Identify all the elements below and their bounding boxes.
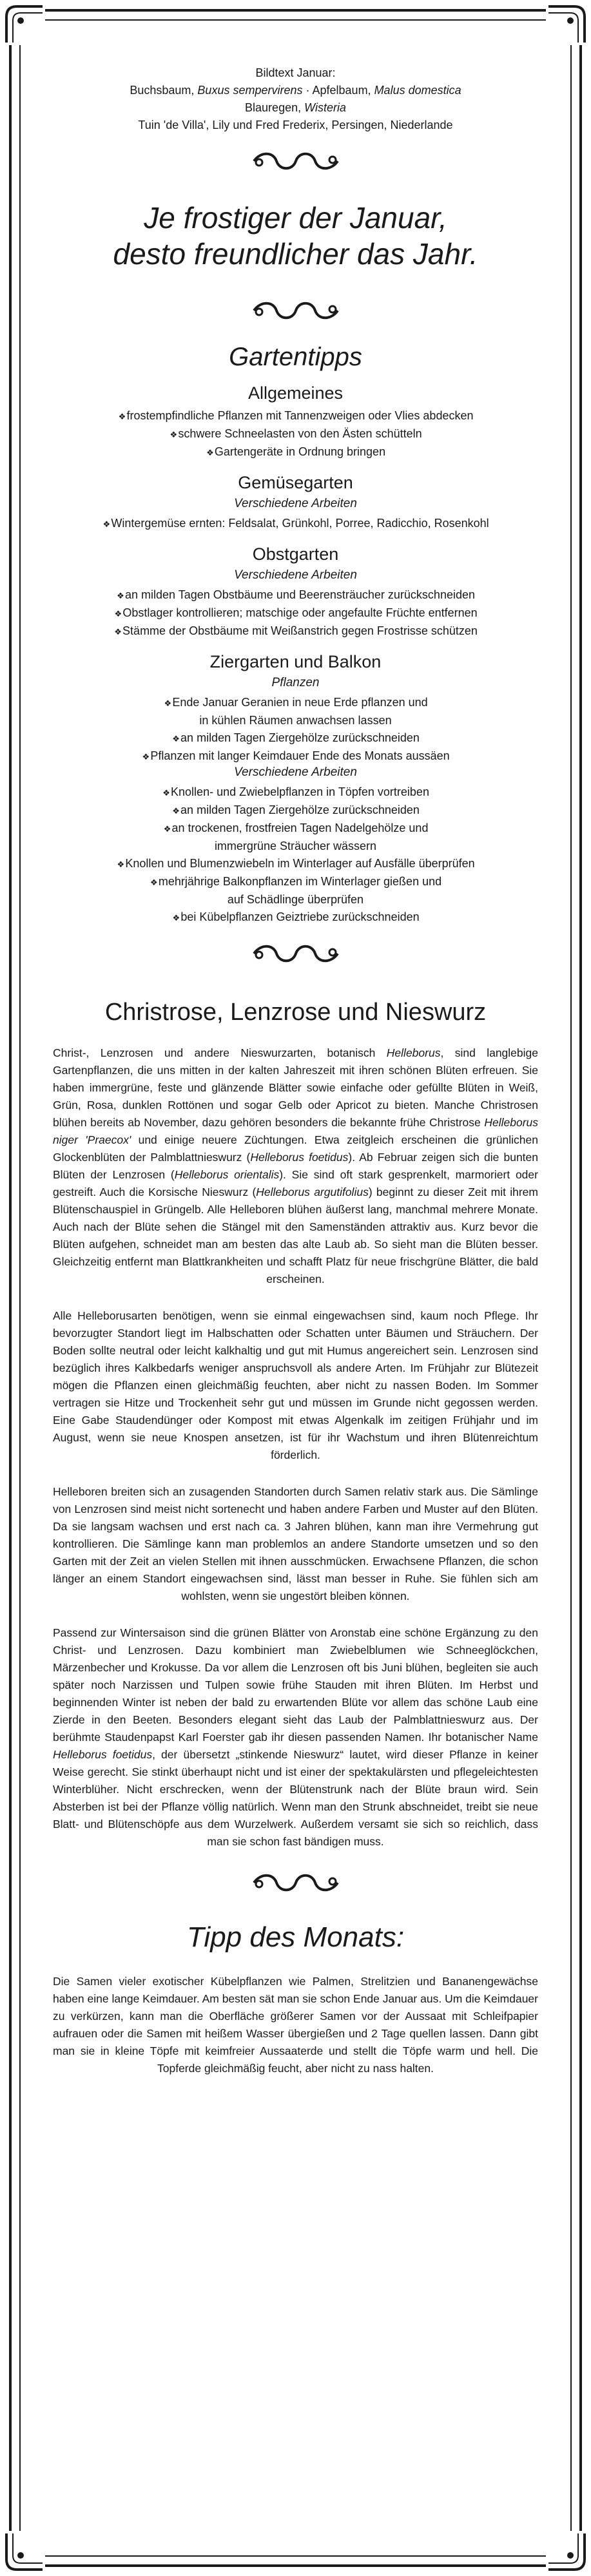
corner-ornament-top-left — [4, 4, 45, 45]
bullet-icon: ❖ — [117, 591, 124, 601]
bullet-icon: ❖ — [163, 824, 171, 834]
bullet-icon: ❖ — [206, 448, 214, 457]
bullet-icon: ❖ — [164, 698, 172, 708]
scroll-ornament-1 — [53, 148, 538, 174]
bullet-icon: ❖ — [117, 860, 125, 869]
bullet-icon: ❖ — [118, 412, 126, 421]
tip-item: ❖an trockenen, frostfreien Tagen Nadelgehölze und immergrüne Sträucher wässern — [163, 822, 429, 852]
bullet-icon: ❖ — [114, 627, 122, 637]
bullet-icon: ❖ — [142, 752, 150, 762]
tip-item: ❖Knollen und Blumenzwiebeln im Winterlager auf Ausfälle überprüfen — [53, 855, 538, 873]
christrose-paragraph-4: Passend zur Wintersaison sind die grünen Blätter von Aronstab eine schöne Ergänzung zu den Christ- und Lenzrosen. Dazu kombiniert man Zwiebelblumen wie Schneeglöckchen, Märzenbecher und Krokusse. Da vor allem die Lenzrosen oft bis Juni blühen, begleiten sie auch später noch Narzissen und Tulpen sowie frühe Stauden mit ihren Blüten. Im Herbst und beginnenden Winter ist neben der bald zu erwartenden Blüte vor allem das schöne Laub eine Zierde in den Beeten. Besonders elegant sieht das Laub der Palmblattnieswurz aus. Der berühmte Staudenpapst Karl Foerster gab ihr diesen passenden Namen. Ihr botanischer Name Helleborus foetidus, der übersetzt „stinkende Nieswurz“ lautet, wird dieser Pflanze in keiner Weise gerecht. Sie stinkt überhaupt nicht und ist einer der spektakulärsten und pflegeleichtesten Winterblüher. Nicht erschrecken, wenn der Blütenstrunk nach der Blüte braun wird. Sein Absterben ist bei der Pflanze völlig natürlich. Wenn man den Strunk abschneidet, treibt sie neue Blatt- und Blütenschöpfe aus dem Wurzelwerk. Außerdem versamt sie sich so reichlich, dass man sie schon fast bändigen muss. — [53, 1626, 538, 1848]
corner-ornament-bottom-right — [546, 2531, 587, 2572]
section-subtitle: Verschiedene Arbeiten — [234, 497, 357, 510]
bullet-icon: ❖ — [172, 806, 180, 816]
tip-item: ❖Obstlager kontrollieren; matschige oder angefaulte Früchte entfernen — [53, 604, 538, 622]
tipp-paragraph: Die Samen vieler exotischer Kübelpflanzen wie Palmen, Strelitzien und Bananengewächse haben eine lange Keimdauer. Am besten sät man sie schon Ende Januar aus. Um die Keimdauer zu verkürzen, kann man die Oberfläche größerer Samen vor der Aussaat mit Schleifpapier aufrauen oder die Samen mit heißem Wasser übergießen und 2 Tage quellen lassen. Dann gibt man sie in kleine Töpfe mit keimfreier Aussaaterde und stellt die Töpfe warm und hell. Die Topferde gleichmäßig feucht, aber nicht zu nass halten. — [53, 1975, 538, 2075]
tip-item: ❖Stämme der Obstbäume mit Weißanstrich gegen Frostrisse schützen — [53, 622, 538, 640]
section-subtitle: Pflanzen — [271, 676, 320, 689]
section-gemuesegarten — [53, 473, 538, 533]
corner-ornament-top-right — [546, 4, 587, 45]
corner-ornament-bottom-left — [4, 2531, 45, 2572]
section-title: Ziergarten und Balkon — [209, 652, 382, 671]
section-title: Gemüsegarten — [238, 473, 353, 492]
section-obstgarten — [53, 544, 538, 640]
bullet-icon: ❖ — [114, 609, 122, 619]
bullet-icon: ❖ — [170, 430, 178, 439]
tip-item: ❖frostempfindliche Pflanzen mit Tannenzweigen oder Vlies abdecken — [53, 407, 538, 425]
tip-item: ❖an milden Tagen Ziergehölze zurückschneiden — [53, 729, 538, 747]
bullet-icon: ❖ — [162, 788, 170, 798]
bullet-icon: ❖ — [150, 878, 158, 887]
section-ziergarten — [53, 652, 538, 927]
tip-item: ❖bei Kübelpflanzen Geiztriebe zurückschneiden — [53, 908, 538, 927]
bullet-icon: ❖ — [172, 734, 180, 744]
section-title: Obstgarten — [252, 544, 339, 564]
motto-heading: Je frostiger der Januar, desto freundlicher das Jahr. — [113, 201, 478, 271]
tip-item: ❖Knollen- und Zwiebelpflanzen in Töpfen vortreiben — [53, 783, 538, 802]
image-caption — [53, 64, 538, 134]
christrose-paragraph-3: Helleboren breiten sich an zusagenden Standorten durch Samen relativ stark aus. Die Sämlinge von Lenzrosen sind meist nicht sortenecht und haben andere Farben und Muster auf den Blüten. Da sie langsam wachsen und erst nach ca. 3 Jahren blühen, kann man ihre Vermehrung gut kontrollieren. Die Sämlinge kann man problemlos an andere Standorte umsetzen und so den Garten mit der Zeit an vielen Stellen mit ihnen ausschmücken. Erwachsene Pflanzen, die schon länger an einem Standort eingewachsen sind, lässt man besser in Ruhe. Sie fühlen sich am wohlsten, wenn sie ungestört bleiben können. — [53, 1485, 538, 1602]
page-content — [53, 64, 538, 2097]
caption-line-2: Blauregen, Wisteria — [245, 101, 346, 114]
caption-line-1: Buchsbaum, Buxus sempervirens · Apfelbaum, Malus domestica — [130, 84, 461, 97]
tip-item: ❖an milden Tagen Obstbäume und Beerensträucher zurückschneiden — [53, 586, 538, 604]
tip-item: ❖an milden Tagen Ziergehölze zurückschneiden — [53, 802, 538, 820]
tip-item: ❖Gartengeräte in Ordnung bringen — [53, 443, 538, 461]
scroll-ornament-2 — [53, 298, 538, 323]
christrose-paragraph-1: Christ-, Lenzrosen und andere Nieswurzarten, botanisch Helleborus, sind langlebige Gartenpflanzen, die uns mitten in der kalten Jahreszeit mit ihren schönen Blüten erfreuen. Sie haben immergrüne, feste und glänzende Blätter sowie einfache oder gefüllte Blüten in Weiß, Grün, Rosa, dunklen Rottönen und sogar Gelb oder Apricot zu bieten. Manche Christrosen blühen bereits ab November, dazu gehören besonders die bekannte frühe Christrose Helleborus niger 'Praecox' und einige neuere Züchtungen. Etwa zeitgleich erscheinen die grünlichen Glockenblüten der Palmblattnieswurz (Helleborus foetidus). Ab Februar zeigen sich die bunten Blüten der Lenzrosen (Helleborus orientalis). Sie sind oft stark gesprenkelt, marmoriert oder gestreift. Auch die Korsische Nieswurz (Helleborus argutifolius) beginnt zu dieser Zeit mit ihrem Blütenschauspiel in Grüngelb. Alle Helleboren blühen äußerst lang, manchmal mehrere Monate. Auch nach der Blüte sehen die Stängel mit den Samenständen attraktiv aus. Kurz bevor die Blüten aufgehen, schneidet man am besten das alte Laub ab. So sieht man die Blüten besser. Gleichzeitig entfernt man Blattkrankheiten und schafft Platz für neue frischgrüne Blätter, die bald erscheinen. — [53, 1046, 539, 1285]
caption-label: Bildtext Januar: — [255, 66, 336, 79]
tip-item: ❖Pflanzen mit langer Keimdauer Ende des Monats aussäen — [53, 747, 538, 765]
tipp-heading: Tipp des Monats: — [186, 1921, 405, 1953]
tip-item: ❖schwere Schneelasten von den Ästen schütteln — [53, 425, 538, 443]
tip-item: ❖mehrjährige Balkonpflanzen im Winterlager gießen und auf Schädlinge überprüfen — [150, 875, 442, 906]
section-subtitle: Verschiedene Arbeiten — [234, 568, 357, 582]
bullet-icon: ❖ — [102, 519, 111, 529]
scroll-ornament-3 — [53, 941, 538, 966]
section-subtitle: Verschiedene Arbeiten — [234, 765, 357, 779]
christrose-paragraph-2: Alle Helleborusarten benötigen, wenn sie einmal eingewachsen sind, kaum noch Pflege. Ihr bevorzugter Standort liegt im Halbschatten oder Schatten unter Bäumen und Sträuchern. Der Boden sollte neutral oder leicht kalkhaltig und gut mit Humus angereichert sein. Lenzrosen sind bezüglich ihres Kalkbedarfs weniger anspruchsvoll als andere Arten. Im Frühjahr zur Blütezeit mögen die Pflanzen einen gleichmäßig feuchten, aber nicht zu nassen Boden. Im Sommer vertragen sie Hitze und Trockenheit sehr gut und müssen im Grunde nicht gegossen werden. Eine Gabe Staudendünger oder Kompost mit etwas Algenkalk im zeitigen Frühjahr und im August, wenn sie neue Knospen ansetzen, ist für ihr Wachstum und ihren Blütenreichtum förderlich. — [53, 1309, 538, 1461]
section-title: Allgemeines — [247, 383, 344, 403]
tip-item: ❖Wintergemüse ernten: Feldsalat, Grünkohl, Porree, Radicchio, Rosenkohl — [53, 515, 538, 533]
christrose-heading: Christrose, Lenzrose und Nieswurz — [104, 999, 487, 1026]
caption-line-3: Tuin 'de Villa', Lily und Fred Frederix, Persingen, Niederlande — [138, 119, 453, 131]
scroll-ornament-4 — [53, 1870, 538, 1896]
section-allgemeines — [53, 383, 538, 461]
bullet-icon: ❖ — [172, 913, 180, 923]
tip-item: ❖Ende Januar Geranien in neue Erde pflanzen und in kühlen Räumen anwachsen lassen — [164, 696, 428, 727]
gartentipps-heading: Gartentipps — [229, 343, 362, 371]
